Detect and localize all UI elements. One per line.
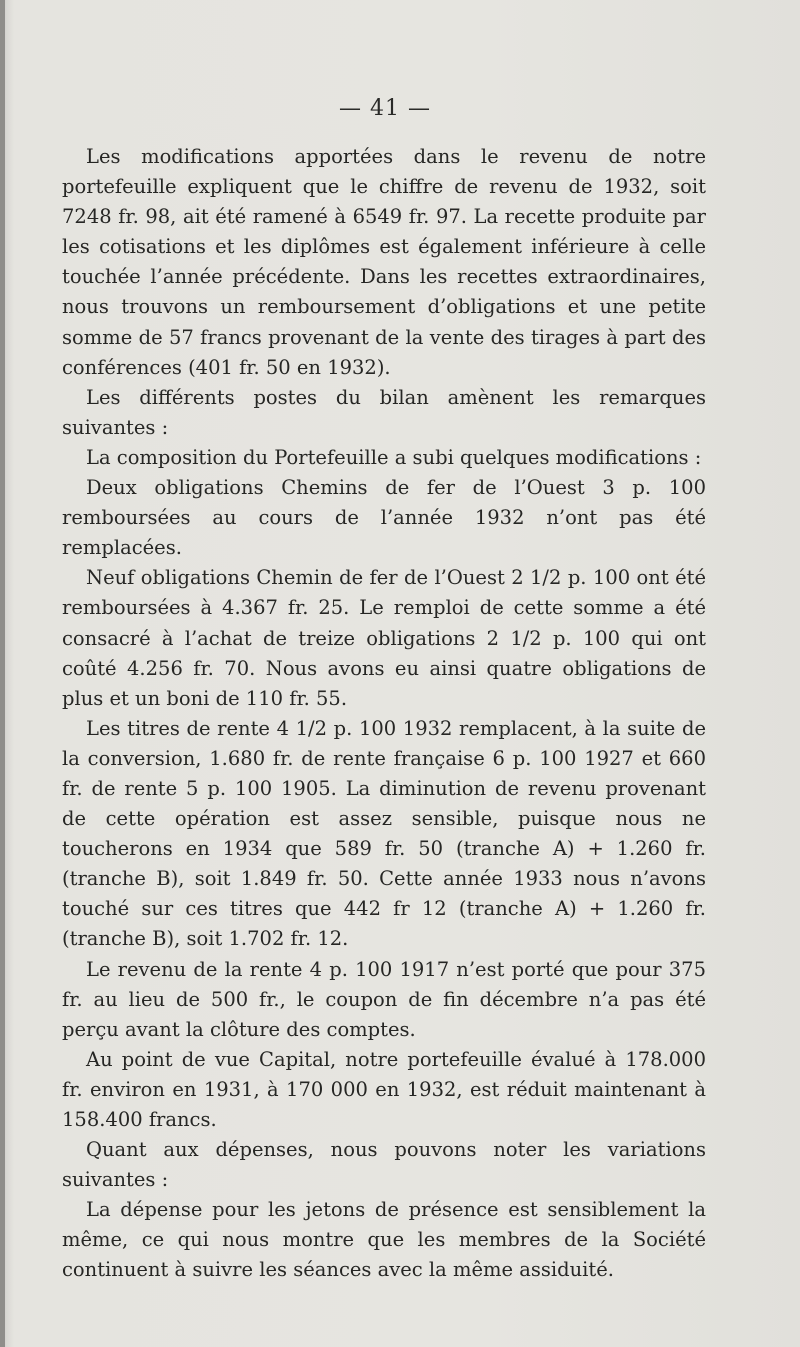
paragraph-expenses: Quant aux dépenses, nous pouvons noter les variations suivantes : xyxy=(62,1138,706,1192)
paragraph-rente-4-5-percent: Les titres de rente 4 1/2 p. 100 1932 remplacent, à la suite de la conversion, 1.680 fr. de rente française 6 p. 100 1927 et 660 fr. de rente 5 p. 100 1905. La diminution de revenu provenant de cette opération est assez sensible, puisque nous ne toucherons en 1934 que 589 fr. 50 (tranche A) + 1.260 fr. (tranche B), soit 1.849 fr. 50. Cette année 1933 nous n’avons touché sur ces titres que 442 fr 12 (tranche A) + 1.260 fr. (tranche B), soit 1.702 fr. 12. xyxy=(62,716,706,951)
paragraph-ouest-2-5-percent: Neuf obligations Chemin de fer de l’Ouest 2 1/2 p. 100 ont été remboursées à 4.367 fr. 25. Le remploi de cette somme a été consacré à l’achat de treize obligations 2 1/2 p. 100 qui ont coûté 4.256 fr. 70. Nous avons eu ainsi quatre obligations de plus et un boni de 110 fr. 55. xyxy=(62,566,706,710)
paragraph-ouest-3-percent: Deux obligations Chemins de fer de l’Ouest 3 p. 100 remboursées au cours de l’année 1932 n’ont pas été remplacées. xyxy=(62,476,706,560)
paragraph-portfolio-composition: La composition du Portefeuille a subi quelques modifications : xyxy=(86,445,702,469)
paragraph-balance-remarks: Les différents postes du bilan amènent les remarques suivantes : xyxy=(62,385,706,439)
paragraph-rente-4-percent: Le revenu de la rente 4 p. 100 1917 n’est porté que pour 375 fr. au lieu de 500 fr., le coupon de fin décembre n’a pas été perçu avant la clôture des comptes. xyxy=(62,957,706,1041)
page-number: — 41 — xyxy=(339,96,431,121)
paragraph-revenue-changes: Les modifications apportées dans le revenu de notre portefeuille expliquent que le chiffre de revenu de 1932, soit 7248 fr. 98, ait été ramené à 6549 fr. 97. La recette produite par les cotisations et les diplômes est également inférieure à celle touchée l’année précédente. Dans les recettes extraordinaires, nous trouvons un remboursement d’obligations et une petite somme de 57 francs provenant de la vente des tirages à part des conférences (401 fr. 50 en 1932). xyxy=(62,145,706,379)
paragraph-attendance-tokens: La dépense pour les jetons de présence est sensiblement la même, ce qui nous montre que les membres de la Société continuent à suivre les séances avec la même assiduité. xyxy=(62,1198,706,1282)
page-spine-edge xyxy=(0,0,5,1347)
body-text xyxy=(62,142,706,1286)
paragraph-capital: Au point de vue Capital, notre portefeuille évalué à 178.000 fr. environ en 1931, à 170 000 en 1932, est réduit maintenant à 158.400 francs. xyxy=(62,1047,706,1131)
